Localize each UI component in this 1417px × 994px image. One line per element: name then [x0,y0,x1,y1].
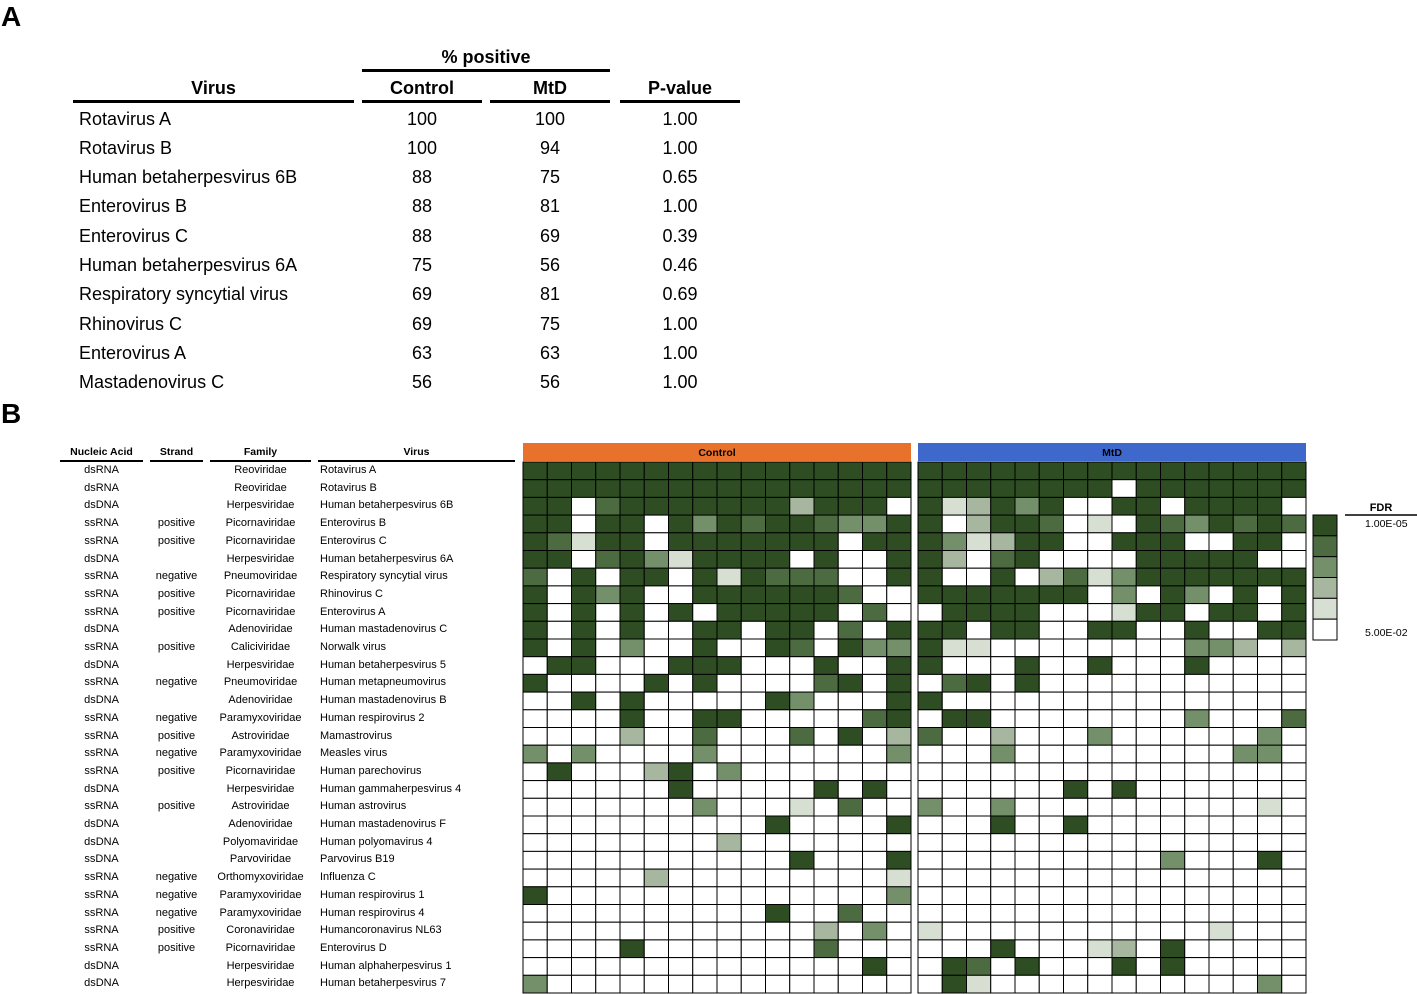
group-header-rule [362,69,610,72]
group-label-control: Control [698,446,736,459]
virus-label: Enterovirus A [320,605,386,618]
p-value-cell: 0.69 [662,284,698,305]
virus-label: Humancoronavirus NL63 [320,924,442,937]
virus-label: Human betaherpesvirus 7 [320,977,446,990]
table-row [0,222,760,251]
virus-label: Human betaherpesvirus 6A [320,552,454,565]
heatmap-row-label [0,869,520,887]
heatmap-row-label [0,586,520,604]
virus-name-cell: Enterovirus B [79,196,188,217]
nucleic-acid-label: ssRNA [84,729,119,742]
family-label: Picornaviridae [225,605,296,618]
family-label: Herpesviridae [226,782,295,795]
p-value-cell: 1.00 [662,343,698,364]
heatmap-row-label [0,515,520,533]
p-value-column-header: P-value [647,78,713,98]
family-label: Coronaviridae [226,924,295,937]
family-label: Picornaviridae [225,534,296,547]
virus-name-cell: Human betaherpesvirus 6A [79,255,298,276]
virus-column-header: Virus [191,78,236,98]
virus-label: Rotavirus A [320,464,377,476]
virus-label: Human mastadenovirus C [320,623,448,636]
table-row [0,134,760,163]
nucleic-acid-label: dsDNA [84,552,119,565]
family-label: Reoviridae [234,481,287,494]
strand-label: positive [157,605,196,618]
family-label: Picornaviridae [225,587,296,600]
virus-name-cell: Respiratory syncytial virus [79,284,289,305]
virus-label: Influenza C [320,871,376,884]
strand-label [146,551,207,569]
virus-label: Human respirovirus 1 [320,888,425,901]
nucleic-acid-header: Nucleic Acid [70,446,133,458]
strand-label [146,781,207,799]
heatmap-row-label [0,958,520,976]
family-label: Herpesviridae [226,658,295,671]
nucleic-acid-label: ssDNA [84,853,119,866]
strand-label: positive [157,534,196,547]
mtd-column-header: MtD [533,78,567,98]
family-label: Adenoviridae [228,818,293,830]
control-header-rule [362,100,482,103]
mtd-percent-cell: 63 [539,343,561,364]
virus-header-rule [73,100,354,103]
family-label: Paramyxoviridae [219,888,302,901]
heatmap-row-label [0,604,520,622]
p-value-cell: 0.39 [662,225,698,246]
family-label: Herpesviridae [226,499,295,512]
mtd-percent-cell: 75 [539,313,561,334]
nucleic-acid-label: ssRNA [84,676,119,689]
virus-label: Enterovirus D [320,941,387,954]
control-percent-cell: 75 [411,255,433,276]
mtd-header-rule [490,100,610,103]
family-label: Adenoviridae [228,694,293,707]
nucleic-acid-label: dsRNA [84,481,119,494]
nucleic-acid-label: dsDNA [84,623,119,636]
virus-label: Human mastadenovirus B [320,694,447,707]
heatmap-row-label [0,798,520,816]
strand-label [146,816,207,834]
mtd-percent-cell: 56 [539,372,561,393]
strand-label: negative [155,676,198,689]
heatmap-row-label [0,674,520,692]
family-label: Paramyxoviridae [219,711,302,724]
strand-label: positive [157,941,196,954]
nucleic-acid-label: dsDNA [84,959,119,972]
heatmap-row-label [0,834,520,852]
strand-label [146,621,207,639]
strand-label [146,480,207,498]
control-percent-cell: 100 [406,108,438,129]
control-percent-cell: 56 [411,372,433,393]
strand-label: negative [155,747,198,760]
virus-label: Human alphaherpesvirus 1 [320,959,452,972]
table-row [0,310,760,339]
heatmap-row-label [0,621,520,639]
mtd-percent-cell: 81 [539,196,561,217]
table-row [0,251,760,280]
heatmap-row-label [0,922,520,940]
strand-header: Strand [159,446,194,458]
family-label: Polyomaviridae [222,835,299,848]
strand-label: positive [157,764,196,777]
nucleic-acid-label: ssRNA [84,605,119,618]
control-percent-cell: 69 [411,284,433,305]
heatmap-row-label [0,975,520,993]
control-percent-cell: 100 [406,137,438,158]
heatmap-row-label [0,887,520,905]
heatmap-row-label [0,462,520,480]
family-label: Pneumoviridae [223,676,298,689]
family-label: Herpesviridae [226,977,295,990]
virus-label: Mamastrovirus [320,729,393,742]
p-value-cell: 0.46 [662,255,698,276]
control-percent-cell: 88 [411,196,433,217]
virus-label: Human parechovirus [320,764,422,777]
family-label: Orthomyxoviridae [217,871,304,884]
heatmap-row-label [0,639,520,657]
family-label: Herpesviridae [226,959,295,972]
nucleic-acid-label: ssRNA [84,764,119,777]
heatmap-row-label [0,657,520,675]
virus-label: Human respirovirus 2 [320,711,425,724]
virus-label: Rhinovirus C [320,587,383,600]
mtd-percent-cell: 69 [539,225,561,246]
nucleic-acid-label: ssRNA [84,517,119,530]
heatmap-row-label [0,710,520,728]
nucleic-acid-label: dsDNA [84,658,119,671]
strand-label: positive [157,587,196,600]
mtd-percent-cell: 81 [539,284,561,305]
nucleic-acid-label: dsDNA [84,694,119,707]
strand-label: positive [157,800,196,813]
heatmap-row-label [0,905,520,923]
nucleic-acid-label: dsRNA [84,464,119,476]
strand-label [146,851,207,869]
strand-label: positive [157,517,196,530]
p-value-cell: 1.00 [662,137,698,158]
strand-label: negative [155,871,198,884]
p-value-cell: 0.65 [662,167,698,188]
control-percent-cell: 69 [411,313,433,334]
virus-header: Virus [403,446,430,458]
heatmap-row-label [0,745,520,763]
group-label-mtd: MtD [1102,446,1122,459]
nucleic-acid-label: ssRNA [84,800,119,813]
table-row [0,339,760,368]
heatmap-row-label [0,781,520,799]
p-value-cell: 1.00 [662,313,698,334]
heatmap-row-label [0,568,520,586]
mtd-percent-cell: 56 [539,255,561,276]
strand-label [146,462,207,480]
virus-label: Human polyomavirus 4 [320,835,433,848]
nucleic-acid-label: dsDNA [84,499,119,512]
p-value-cell: 1.00 [662,108,698,129]
control-percent-cell: 88 [411,167,433,188]
heatmap-row-label [0,533,520,551]
nucleic-acid-label: ssRNA [84,747,119,760]
strand-label [146,958,207,976]
family-label: Parvoviridae [229,853,292,866]
heatmap-row-label [0,480,520,498]
legend-title: FDR [1369,502,1393,514]
percent-positive-header: % positive [441,47,531,67]
nucleic-acid-label: ssRNA [84,641,119,653]
control-column-header: Control [390,78,454,98]
virus-label: Human gammaherpesvirus 4 [320,782,462,795]
heatmap-row-label [0,551,520,569]
virus-name-cell: Rhinovirus C [79,313,183,334]
virus-name-cell: Rotavirus B [79,137,173,158]
virus-label: Rotavirus B [320,481,377,494]
nucleic-acid-label: ssRNA [84,534,119,547]
virus-name-cell: Mastadenovirus C [79,372,225,393]
mtd-percent-cell: 100 [534,108,566,129]
virus-name-cell: Human betaherpesvirus 6B [79,167,298,188]
heatmap-row-label [0,763,520,781]
p-value-header-rule [620,100,740,103]
table-row [0,163,760,192]
family-label: Picornaviridae [225,517,296,530]
strand-label: negative [155,888,198,901]
legend-max-label: 1.00E-05 [1365,518,1408,530]
p-value-cell: 1.00 [662,372,698,393]
virus-label: Measles virus [320,747,388,760]
strand-label [146,975,207,993]
nucleic-acid-label: ssRNA [84,906,119,919]
heatmap-row-label [0,728,520,746]
virus-label: Norwalk virus [320,641,387,653]
strand-label: negative [155,711,198,724]
strand-label: negative [155,570,198,583]
virus-name-cell: Rotavirus A [79,108,172,129]
table-row [0,105,760,134]
virus-label: Parvovirus B19 [320,853,395,866]
heatmap-row-label [0,497,520,515]
family-label: Paramyxoviridae [219,747,302,760]
nucleic-acid-label: ssRNA [84,941,119,954]
virus-label: Human metapneumovirus [320,676,446,689]
family-label: Adenoviridae [228,623,293,636]
panel-label-b: B [1,398,22,429]
nucleic-acid-label: ssRNA [84,570,119,583]
heatmap-row-label [0,692,520,710]
strand-label: positive [157,924,196,937]
panel-label-a: A [1,1,22,32]
mtd-percent-cell: 94 [539,137,561,158]
nucleic-acid-label: ssRNA [84,587,119,600]
strand-label: positive [157,641,196,653]
legend-min-label: 5.00E-02 [1365,627,1408,639]
virus-label: Human betaherpesvirus 6B [320,499,454,512]
nucleic-acid-label: dsDNA [84,818,119,830]
virus-name-cell: Enterovirus C [79,225,189,246]
strand-label: positive [157,729,196,742]
nucleic-acid-label: ssRNA [84,871,119,884]
control-percent-cell: 88 [411,225,433,246]
nucleic-acid-label: ssRNA [84,888,119,901]
heatmap-row-label [0,851,520,869]
mtd-percent-cell: 75 [539,167,561,188]
virus-label: Human respirovirus 4 [320,906,425,919]
heatmap-row-label [0,940,520,958]
heatmap-row-label [0,816,520,834]
nucleic-acid-label: dsDNA [84,835,119,848]
virus-label: Respiratory syncytial virus [320,570,448,583]
nucleic-acid-label: dsDNA [84,977,119,990]
strand-label [146,497,207,515]
family-label: Astroviridae [231,800,290,813]
table-row [0,192,760,221]
control-percent-cell: 63 [411,343,433,364]
family-label: Reoviridae [234,464,287,476]
virus-label: Human betaherpesvirus 5 [320,658,446,671]
virus-label: Human mastadenovirus F [320,818,446,830]
table-row [0,368,760,397]
family-label: Picornaviridae [225,941,296,954]
family-label: Caliciviridae [230,641,291,653]
virus-label: Enterovirus B [320,517,387,530]
family-label: Paramyxoviridae [219,906,302,919]
strand-label: negative [155,906,198,919]
family-header: Family [243,446,278,458]
nucleic-acid-label: ssRNA [84,711,119,724]
family-label: Pneumoviridae [223,570,298,583]
nucleic-acid-label: dsDNA [84,782,119,795]
virus-name-cell: Enterovirus A [79,343,187,364]
virus-label: Human astrovirus [320,800,407,813]
family-label: Picornaviridae [225,764,296,777]
virus-label: Enterovirus C [320,534,387,547]
strand-label [146,834,207,852]
nucleic-acid-label: ssRNA [84,924,119,937]
strand-label [146,692,207,710]
p-value-cell: 1.00 [662,196,698,217]
family-label: Herpesviridae [226,552,295,565]
table-row [0,280,760,309]
family-label: Astroviridae [231,729,290,742]
strand-label [146,657,207,675]
